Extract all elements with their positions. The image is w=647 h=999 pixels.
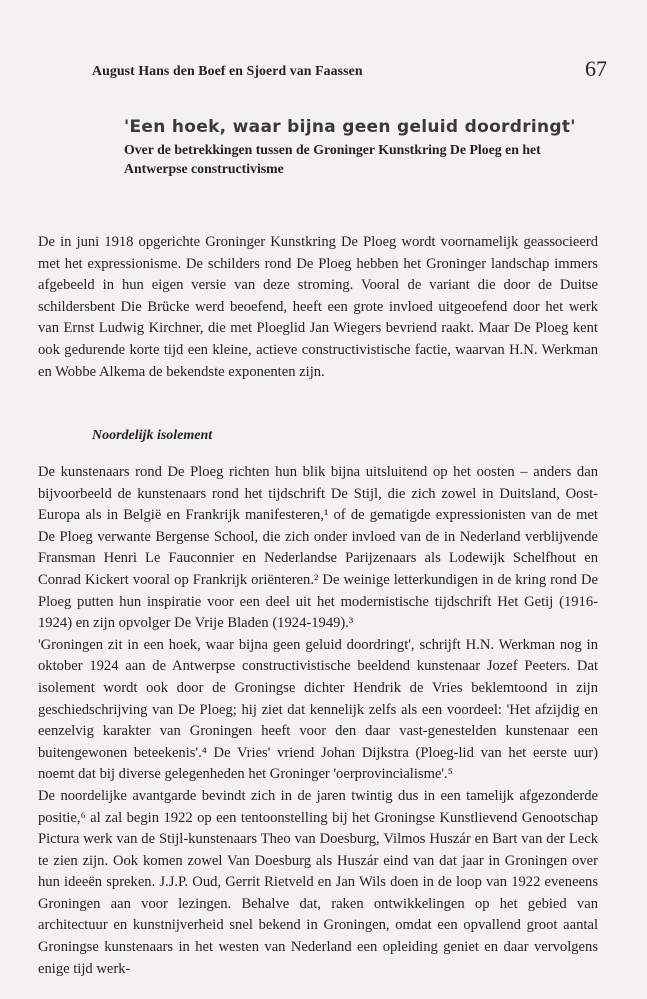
section-heading: Noordelijk isolement — [92, 428, 213, 443]
body-paragraph-1: De kunstenaars rond De Ploeg richten hun blik bijna uitsluitend op het oosten – anders dan bijvoorbeeld de kunstenaars rond het tijdschrift De Stijl, die zich zowel in Duitsland, Oost-Europa als in België en Frankrijk manifesteren,¹ of de gematigde expressionisten van de met De Ploeg verwante Bergense School, die zich onder invloed van de in Nederland verblijvende Fransman Henri Le Fauconnier en Nederlandse Parijzenaars als Lodewijk Schelfhout en Conrad Kickert vooral op Frankrijk oriënteren.² De weinige letterkundigen in de kring rond De Ploeg putten hun inspiratie voor een deel uit het modernistische tijdschrift Het Getij (1916-1924) en zijn opvolger De Vrije Bladen (1924-1949).³ — [38, 464, 598, 632]
running-header-authors: August Hans den Boef en Sjoerd van Faassen — [92, 63, 363, 78]
intro-paragraph-block — [38, 232, 598, 383]
body-paragraph-3: De noordelijke avantgarde bevindt zich in de jaren twintig dus in een tamelijk afgezonderde positie,⁶ al zal begin 1922 op een tentoonstelling bij het Groningse Kunstlievend Genootschap Pictura werk van de Stijl-kunstenaars Theo van Doesburg, Vilmos Huszár en Bart van der Leck te zien zijn. Ook komen zowel Van Doesburg als Huszár eind van dat jaar in Groningen over hun ideeën spreken. J.J.P. Oud, Gerrit Rietveld en Jan Wils doen in de loop van 1922 eveneens Groningen aan voor lezingen. Behalve dat, raken ontwikkelingen op het gebied van architectuur en kunstnijverheid snel bekend in Groningen, omdat een opvallend groot aantal Groningse kunstenaars in het westen van Nederland een opleiding geniet en daar vervolgens enige tijd werk- — [38, 787, 598, 977]
article-subtitle: Over de betrekkingen tussen de Groninger Kunstkring De Ploeg en het Antwerpse constructivisme — [124, 142, 541, 176]
intro-paragraph: De in juni 1918 opgerichte Groninger Kunstkring De Ploeg wordt voornamelijk geassocieerd met het expressionisme. De schilders rond De Ploeg hebben het Groninger landschap immers afgebeeld in hun eigen versie van deze stroming. Vooral de variant die door de Duitse schildersbent Die Brücke werd beoefend, heeft een grote invloed uitgeoefend door het werk van Ernst Ludwig Kirchner, die met Ploeglid Jan Wiegers bevriend raakt. Maar De Ploeg kent ook gedurende korte tijd een kleine, actieve constructivistische factie, waarvan H.N. Werkman en Wobbe Alkema de bekendste exponenten zijn. — [38, 234, 598, 380]
article-title: 'Een hoek, waar bijna geen geluid doordringt' — [124, 117, 576, 137]
body-paragraph-2: 'Groningen zit in een hoek, waar bijna geen geluid doordringt', schrijft H.N. Werkman nog in oktober 1924 aan de Antwerpse constructivistische beeldend kunstenaar Jozef Peeters. Dat isolement wordt ook door de Groningse dichter Hendrik de Vries beklemtoond in zijn geschiedschrijving van De Ploeg; hij ziet dat kennelijk zelfs als een voordeel: 'Het afzijdig en eenzelvig karakter van Groningen heeft voor den daar vast-genestelden kunstenaar een buitengewonen beteekenis'.⁴ De Vries' vriend Johan Dijkstra (Ploeg-lid van het eerste uur) noemt dat bij diverse gelegenheden het Groninger 'oerprovincialisme'.⁵ — [38, 636, 598, 783]
page-number: 67 — [585, 56, 607, 81]
section-body — [38, 462, 598, 980]
